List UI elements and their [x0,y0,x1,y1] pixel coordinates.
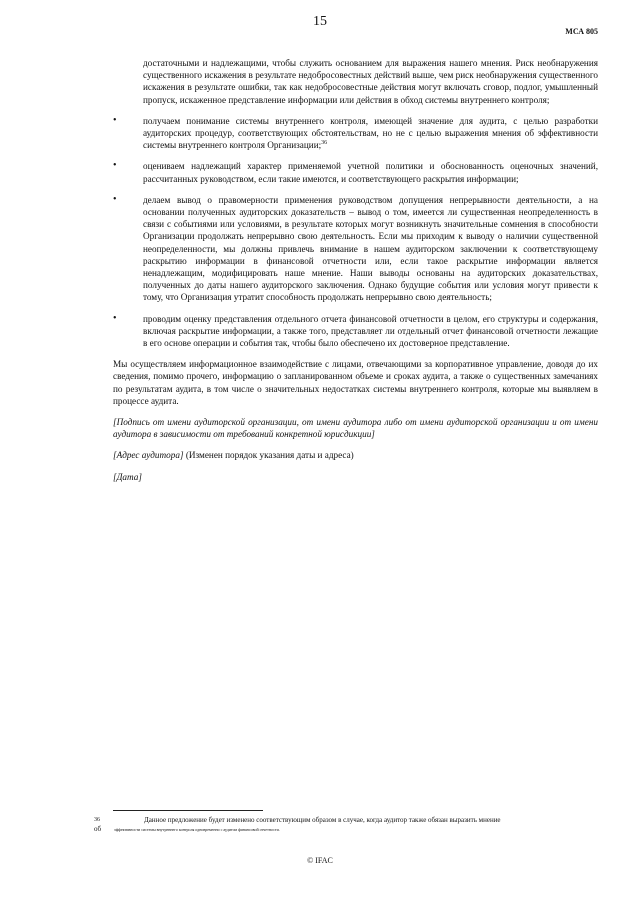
bullet-text: оцениваем надлежащий характер применяемой учетной политики и обоснованность оценочных значений, рассчитанных руководством, если такие имеются, и соответствующего раскрытия информации; [143,161,598,184]
list-item [113,115,598,152]
bullet-list [113,115,598,349]
list-item [113,194,598,304]
bullet-text: проводим оценку представления отдельного отчета финансовой отчетности в целом, его структуры и содержания, включая раскрытие информации, а также того, представляет ли отдельный отчет финансовой отчетности лежащие в его основе операции и события так, чтобы было обеспечено их достоверное представление. [143,313,598,349]
footnote [94,816,599,834]
page-number: 15 [313,14,327,29]
intro-continuation: достаточными и надлежащими, чтобы служить основанием для выражения нашего мнения. Риск необнаружения существенного искажения в результате недобросовестных действий выше, чем риск необнаружения существенного искажения в результате ошибки, так как недобросовестные действия могут включать сговор, подлог, умышленный пропуск, искаженное представление информации или действия в обход системы внутреннего контроля; [143,58,598,105]
bullet-icon: • [113,114,117,126]
footnote-number: 36 [94,817,100,823]
address-note: (Изменен порядок указания даты и адреса) [183,450,354,461]
list-item [113,313,598,350]
footnote-prefix: об [94,825,102,833]
bullet-icon: • [113,312,117,324]
footnote-ref[interactable]: 36 [321,140,328,147]
bullet-icon: • [113,160,117,172]
footnote-small-text: эффективности системы внутреннего контроля одновременно с аудитом финансовой отчетности. [114,827,280,832]
copyright: © IFAC [307,856,333,865]
date-placeholder: [Дата] [113,471,142,482]
governance-paragraph: Мы осуществляем информационное взаимодействие с лицами, отвечающими за корпоративное управление, доводя до их сведения, помимо прочего, информацию о запланированном объеме и сроках аудита, а также о существенных замечаниях по результатам аудита, в том числе о значительных недостатках системы внутреннего контроля, которые мы выявляем в процессе аудита. [113,359,598,406]
address-line [113,449,598,461]
signature-block: [Подпись от имени аудиторской организации, от имени аудитора либо от имени аудиторской организации и от имени аудитора в зависимости от требований конкретной юрисдикции] [113,417,598,440]
bullet-icon: • [113,193,117,205]
address-placeholder: [Адрес аудитора] [113,450,184,461]
document-code: МСА 805 [565,27,598,36]
bullet-text: получаем понимание системы внутреннего контроля, имеющей значение для аудита, с целью разработки аудиторских процедур, соответствующих обстоятельствам, но не с целью выражения мнения об эффективности системы внутреннего контроля Организации; [143,115,598,151]
document-body [113,57,598,492]
footnote-divider [113,810,263,811]
footnote-text: Данное предложение будет изменено соответствующим образом в случае, когда аудитор также обязан выразить мнение [144,816,501,824]
list-item [113,160,598,184]
bullet-text: делаем вывод о правомерности применения руководством допущения непрерывности деятельности, а на основании полученных аудиторских доказательств – вывод о том, имеется ли существенная неопределенность в связи с событиями или условиями, в результате которых могут возникнуть значительные сомнения в способности Организации продолжать непрерывно свою деятельность. Если мы приходим к выводу о наличии существенной неопределенности, мы должны привлечь внимание в нашем аудиторском заключении к соответствующему раскрытию информации в финансовой отчетности или, если такое раскрытие информации является ненадлежащим, модифицировать наше мнение. Наши выводы основаны на аудиторских доказательствах, полученных до даты нашего аудиторского заключения. Однако будущие события или условия могут привести к тому, что Организация утратит способность продолжать непрерывно свою деятельность; [143,194,598,303]
